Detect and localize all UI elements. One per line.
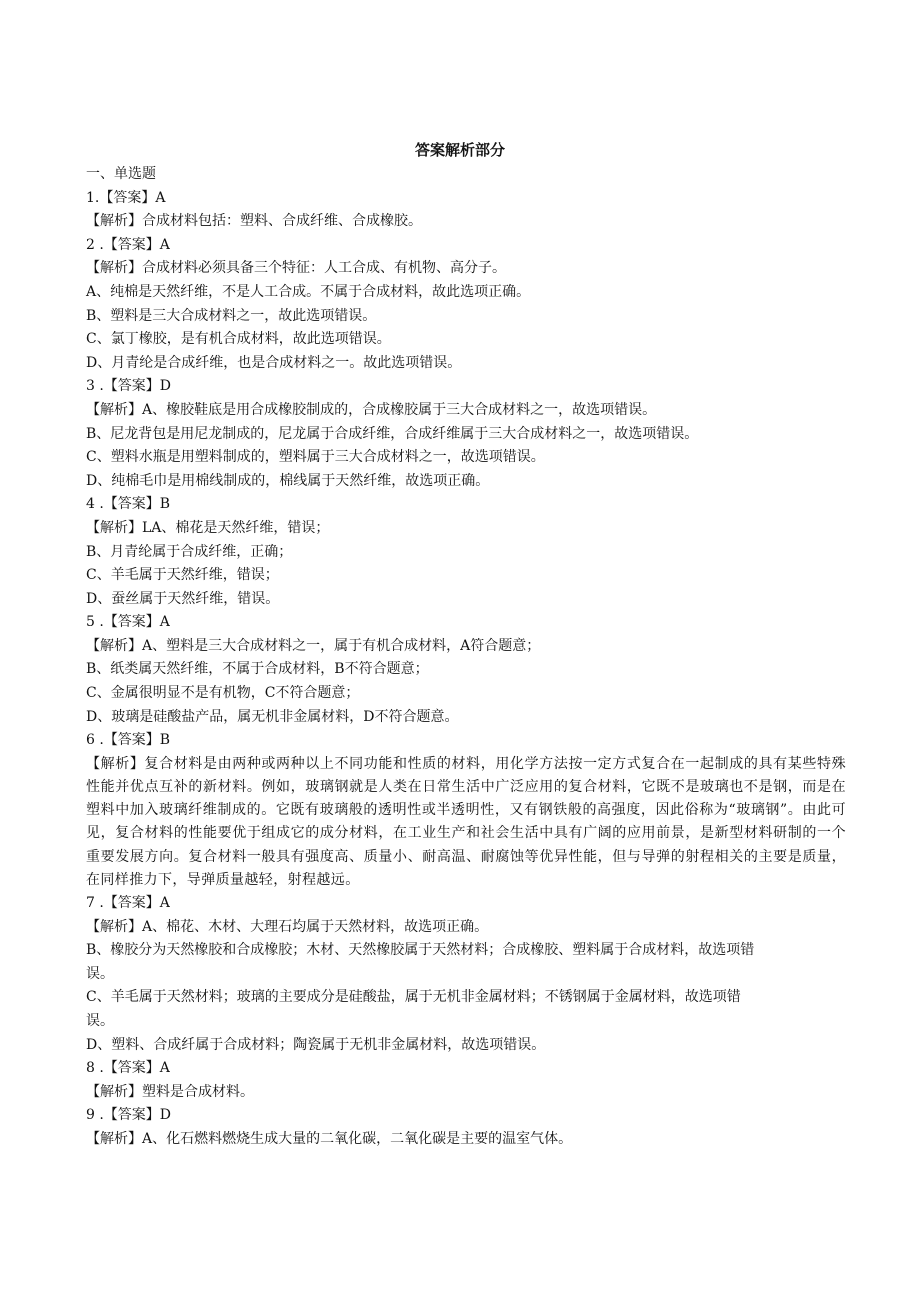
analysis-line: 【解析】A、化石燃料燃烧生成大量的二氧化碳，二氧化碳是主要的温室气体。: [86, 1131, 573, 1147]
analysis-line: D、玻璃是硅酸盐产品，属无机非金属材料，D不符合题意。: [86, 708, 459, 725]
question-2: [86, 234, 846, 376]
analysis-line: 【解析】A、棉花、木材、大理石均属于天然材料，故选项正确。: [86, 918, 489, 935]
analysis-line: B、塑料是三大合成材料之一，故此选项错误。: [86, 307, 377, 324]
analysis-line: C、塑料水瓶是用塑料制成的，塑料属于三大合成材料之一，故选项错误。: [86, 449, 545, 466]
analysis-line: 【解析】合成材料包括：塑料、合成纤维、合成橡胶。: [86, 213, 422, 230]
question-4: [86, 493, 846, 611]
analysis-line: 【解析】LA、棉花是天然纤维，错误；: [86, 519, 330, 536]
answer-line: 2 .【答案】A: [86, 236, 170, 253]
answer-line: 8 .【答案】A: [86, 1060, 170, 1077]
analysis-line: B、纸类属天然纤维，不属于合成材料，B不符合题意；: [86, 661, 429, 678]
answer-line: 9 .【答案】D: [86, 1107, 172, 1124]
analysis-paragraph: 【解析】复合材料是由两种或两种以上不同功能和性质的材料，用化学方法按一定方式复合在一起制成的具有某些特殊性能并优点互补的新材料。例如，玻璃钢就是人类在日常生活中广泛应用的复合材料，它既不是玻璃也不是钢，而是在塑料中加入玻璃纤维制成的。它既有玻璃般的透明性或半透明性，又有钢铁般的高强度，因此俗称为“玻璃钢”。由此可见，复合材料的性能要优于组成它的成分材料，在工业生产和社会生活中具有广阔的应用前景，是新型材料研制的一个重要发展方向。复合材料一般具有强度高、质量小、耐高温、耐腐蚀等优异性能，但与导弹的射程相关的主要是质量，在同样推力下，导弹质量越轻，射程越远。: [86, 755, 846, 888]
answer-line: 7 .【答案】A: [86, 895, 170, 912]
page-title: 答案解析部分: [414, 141, 505, 159]
question-8: [86, 1057, 846, 1104]
analysis-line: 【解析】塑料是合成材料。: [86, 1083, 254, 1100]
answer-line: 3 .【答案】D: [86, 378, 172, 395]
analysis-line: 误。: [86, 1013, 114, 1030]
analysis-line: A、纯棉是天然纤维，不是人工合成。不属于合成材料，故此选项正确。: [86, 283, 531, 300]
analysis-line: B、月青纶属于合成纤维，正确；: [86, 543, 293, 560]
analysis-line: 【解析】A、橡胶鞋底是用合成橡胶制成的，合成橡胶属于三大合成材料之一，故选项错误。: [86, 401, 657, 418]
question-9: [86, 1104, 846, 1151]
question-3: [86, 375, 846, 493]
section-heading: 一、单选题: [86, 166, 156, 182]
answer-line: 6 .【答案】B: [86, 732, 171, 749]
question-5: [86, 611, 846, 729]
analysis-line: 【解析】合成材料必须具备三个特征：人工合成、有机物、高分子。: [86, 260, 506, 277]
answer-content: [86, 163, 846, 1152]
answer-line: 5 .【答案】A: [86, 614, 170, 631]
analysis-line: C、金属很明显不是有机物，C不符合题意；: [86, 685, 360, 702]
analysis-line: B、尼龙背包是用尼龙制成的，尼龙属于合成纤维，合成纤维属于三大合成材料之一，故选项错误。: [86, 425, 699, 442]
analysis-line: D、月青纶是合成纤维，也是合成材料之一。故此选项错误。: [86, 354, 462, 371]
question-1: [86, 187, 846, 234]
question-7: [86, 892, 846, 1057]
analysis-line: D、纯棉毛巾是用棉线制成的，棉线属于天然纤维，故选项正确。: [86, 472, 490, 489]
analysis-line: 误。: [86, 965, 114, 982]
answer-line: 1.【答案】A: [86, 189, 166, 206]
answer-line: 4 .【答案】B: [86, 496, 171, 513]
analysis-line: C、羊毛属于天然材料；玻璃的主要成分是硅酸盐，属于无机非金属材料；不锈钢属于金属材料，故选项错: [86, 989, 741, 1006]
question-6: [86, 729, 846, 892]
analysis-line: 【解析】A、塑料是三大合成材料之一，属于有机合成材料，A符合题意；: [86, 637, 541, 654]
analysis-line: B、橡胶分为天然橡胶和合成橡胶；木材、天然橡胶属于天然材料；合成橡胶、塑料属于合成材料，故选项错: [86, 942, 755, 959]
analysis-line: C、羊毛属于天然纤维，错误；: [86, 567, 279, 584]
analysis-line: C、氯丁橡胶，是有机合成材料，故此选项错误。: [86, 331, 391, 348]
analysis-line: D、塑料、合成纤属于合成材料；陶瓷属于无机非金属材料，故选项错误。: [86, 1036, 546, 1053]
analysis-line: D、蚕丝属于天然纤维，错误。: [86, 590, 280, 607]
